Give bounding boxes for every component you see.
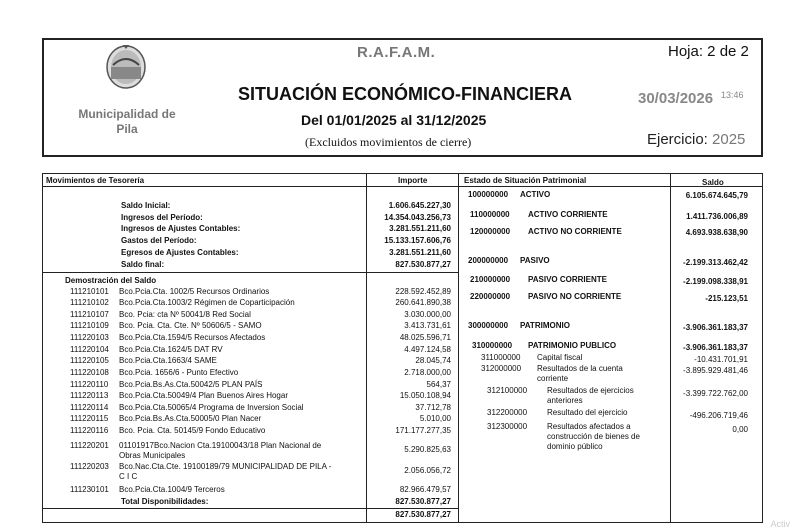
account-code: 111220103: [70, 333, 109, 342]
exercise: Ejercicio: 2025: [647, 131, 746, 148]
state-code: 120000000: [470, 227, 511, 236]
total-divider: [42, 508, 458, 509]
watermark-text: Activ: [770, 519, 790, 529]
account-code: 111220110: [70, 380, 109, 389]
col-divider: [458, 173, 459, 523]
col-header-amount: Importe: [398, 176, 428, 185]
account-name-cont: C I C: [119, 472, 138, 481]
account-code: 111220114: [70, 403, 109, 412]
account-code: 111230101: [70, 485, 109, 494]
state-value: 1.411.736.006,89: [686, 212, 748, 221]
summary-value: 1.606.645.227,30: [388, 201, 451, 210]
summary-label: Ingresos del Período:: [121, 213, 203, 222]
account-value: 260.641.890,38: [395, 298, 451, 307]
report-period: Del 01/01/2025 al 31/12/2025: [301, 112, 487, 128]
account-name-cont: Obras Municipales: [119, 451, 186, 460]
report-title: SITUACIÓN ECONÓMICO-FINANCIERA: [238, 84, 572, 104]
account-name: Bco.Pcia.Cta.1003/2 Régimen de Coparticipación: [119, 298, 295, 307]
account-code: 111220113: [70, 391, 109, 400]
state-code: 311000000: [481, 353, 521, 362]
account-value: 28.045,74: [415, 356, 451, 365]
account-value: 3.413.731,61: [404, 321, 451, 330]
state-name: Resultados de ejercicios: [547, 386, 634, 395]
summary-value: 827.530.877,27: [395, 260, 451, 269]
state-code: 220000000: [470, 292, 511, 301]
page-number: Hoja: 2 de 2: [668, 43, 749, 60]
state-value: -3.906.361.183,37: [683, 323, 748, 332]
account-code: 111210107: [70, 310, 109, 319]
state-name: PASIVO CORRIENTE: [528, 275, 607, 284]
municipality-name: Municipalidad de Pila: [78, 107, 176, 136]
state-code: 100000000: [468, 190, 509, 199]
account-value: 82.966.479,57: [399, 485, 451, 494]
state-value: -2.199.098.338,91: [683, 277, 748, 286]
col-header-movements: Movimientos de Tesorería: [46, 176, 145, 185]
account-value: 5.010,00: [419, 414, 451, 423]
state-code: 200000000: [468, 256, 509, 265]
account-value: 2.718.000,00: [404, 368, 451, 377]
account-name: Bco.Pcia.Cta.1004/9 Terceros: [119, 485, 225, 494]
state-name-cont: anteriores: [547, 396, 583, 405]
account-name: Bco. Pcia: cta Nº 50041/8 Red Social: [119, 310, 251, 319]
account-name: Bco.Pcia.Cta. 1002/5 Recursos Ordinarios: [119, 287, 270, 296]
account-code: 111220105: [70, 356, 109, 365]
account-name: Bco.Pcia.Bs.As.Cta.50042/5 PLAN PAÍS: [119, 380, 263, 389]
report-date: 30/03/2026: [638, 90, 714, 107]
account-value: 37.712,78: [415, 403, 451, 412]
state-name: Resultado del ejercicio: [547, 408, 628, 417]
account-name: Bco.Pcia.Cta.50049/4 Plan Buenos Aires Hogar: [119, 391, 288, 400]
state-code: 110000000: [470, 210, 510, 219]
system-name: R.A.F.A.M.: [357, 44, 436, 61]
account-code: 111220201: [70, 441, 109, 450]
account-name: Bco.Pcia.Cta.1624/5 DAT RV: [119, 345, 223, 354]
state-name: ACTIVO: [520, 190, 551, 199]
summary-label: Saldo Inicial:: [121, 201, 171, 210]
state-name: ACTIVO CORRIENTE: [528, 210, 608, 219]
col-header-state: Estado de Situación Patrimonial: [464, 176, 587, 185]
state-name: ACTIVO NO CORRIENTE: [528, 227, 622, 236]
state-value: 0,00: [732, 425, 748, 434]
account-name: Bco.Pcia.Cta.1663/4 SAME: [119, 356, 217, 365]
account-value: 3.030.000,00: [404, 310, 451, 319]
account-value: 171.177.277,35: [395, 426, 451, 435]
account-name: Bco.Pcia.Cta.50065/4 Programa de Inversion Social: [119, 403, 304, 412]
state-value: -3.906.361.183,37: [683, 343, 748, 352]
account-value: 564,37: [426, 380, 451, 389]
col-header-balance: Saldo: [702, 178, 724, 187]
summary-label: Egresos de Ajustes Contables:: [121, 248, 239, 257]
state-code: 312000000: [481, 364, 522, 373]
state-code: 312200000: [487, 408, 528, 417]
state-name-cont: corriente: [537, 374, 569, 383]
account-name: Bco.Pcia.Bs.As.Cta.50005/0 Plan Nacer: [119, 414, 262, 423]
state-name: PATRIMONIO: [520, 321, 570, 330]
account-code: 111220203: [70, 462, 109, 471]
state-name: Resultados de la cuenta: [537, 364, 623, 373]
municipal-seal-icon: [103, 45, 149, 91]
header-divider: [42, 186, 763, 187]
total-value: 827.530.877,27: [395, 497, 451, 506]
state-name: Resultados afectados a: [547, 422, 631, 431]
account-value: 228.592.452,89: [395, 287, 451, 296]
state-name: PATRIMONIO PUBLICO: [528, 341, 617, 350]
account-name: 01101917Bco.Nacion Cta.19100043/18 Plan Nacional de: [119, 441, 322, 450]
final-value: 827.530.877,27: [395, 510, 451, 519]
state-value: -3.399.722.762,00: [683, 389, 748, 398]
account-value: 2.056.056,72: [404, 466, 451, 475]
state-value: 6.105.674.645,79: [685, 191, 748, 200]
state-name-cont: dominio público: [547, 442, 603, 451]
state-code: 310000000: [472, 341, 513, 350]
account-value: 4.497.124,58: [404, 345, 451, 354]
summary-value: 14.354.043.256,73: [384, 213, 451, 222]
state-name-cont: construcción de bienes de: [547, 432, 640, 441]
account-code: 111220116: [70, 426, 109, 435]
state-code: 312300000: [487, 422, 528, 431]
summary-value: 15.133.157.606,76: [384, 236, 451, 245]
report-time: 13:46: [721, 90, 744, 100]
state-code: 210000000: [470, 275, 511, 284]
summary-label: Ingresos de Ajustes Contables:: [121, 224, 241, 233]
state-value: 4.693.938.638,90: [685, 228, 748, 237]
state-value: -3.895.929.481,46: [683, 366, 748, 375]
account-code: 111220115: [70, 414, 109, 423]
state-value: -2.199.313.462,42: [683, 258, 748, 267]
exercise-value: 2025: [712, 131, 746, 148]
summary-value: 3.281.551.211,60: [389, 224, 451, 233]
state-name: PASIVO NO CORRIENTE: [528, 292, 622, 301]
state-value: -10.431.701,91: [694, 355, 748, 364]
demo-title: Demostración del Saldo: [65, 276, 157, 285]
account-code: 111210102: [70, 298, 109, 307]
account-code: 111220104: [70, 345, 109, 354]
summary-value: 3.281.551.211,60: [389, 248, 451, 257]
state-value: -215.123,51: [705, 294, 748, 303]
account-value: 15.050.108,94: [399, 391, 451, 400]
total-label: Total Disponibilidades:: [121, 497, 209, 506]
account-name: Bco. Pcia. Cta. Cte. Nº 50606/5 - SAMO: [119, 321, 262, 330]
account-code: 111220108: [70, 368, 109, 377]
account-value: 48.025.596,71: [399, 333, 451, 342]
report-note: (Excluidos movimientos de cierre): [305, 135, 472, 149]
state-name: Capital fiscal: [537, 353, 583, 362]
account-name: Bco.Nac.Cta.Cte. 19100189/79 MUNICIPALIDAD DE PILA -: [119, 462, 332, 471]
state-code: 300000000: [468, 321, 509, 330]
state-name: PASIVO: [520, 256, 550, 265]
summary-label: Gastos del Período:: [121, 236, 197, 245]
account-value: 5.290.825,63: [404, 445, 451, 454]
account-code: 111210101: [70, 287, 109, 296]
account-name: Bco. Pcia. Cta. 50145/9 Fondo Educativo: [119, 426, 266, 435]
account-name: Bco.Pcia. 1656/6 - Punto Efectivo: [119, 368, 239, 377]
account-code: 111210109: [70, 321, 109, 330]
summary-label: Saldo final:: [121, 260, 165, 269]
state-value: -496.206.719,46: [689, 411, 748, 420]
account-name: Bco.Pcia.Cta.1594/5 Recursos Afectados: [119, 333, 266, 342]
summary-divider: [42, 272, 458, 273]
state-code: 312100000: [487, 386, 528, 395]
